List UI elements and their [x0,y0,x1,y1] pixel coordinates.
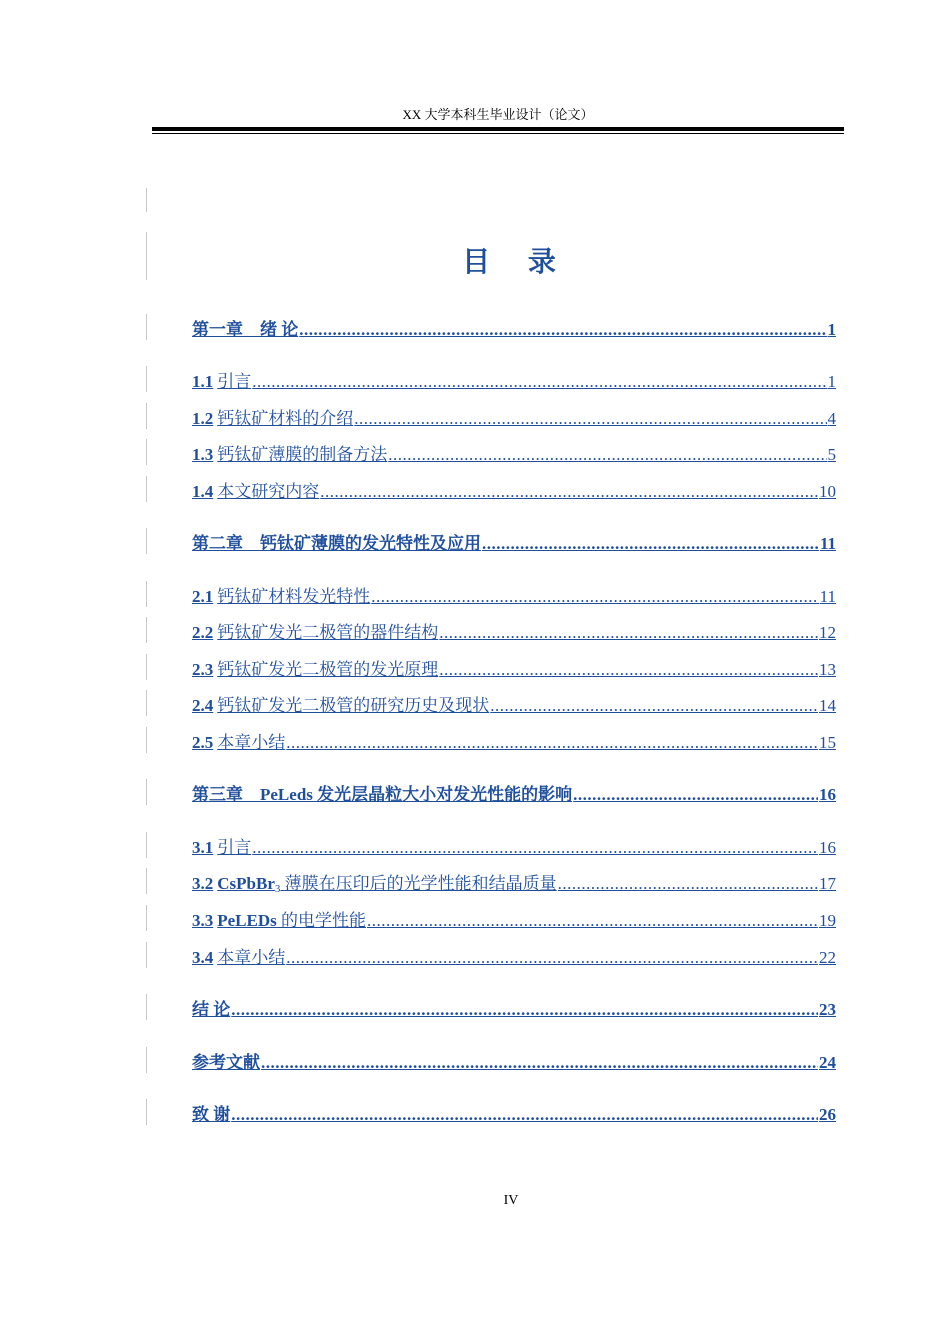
margin-mark [146,617,147,643]
toc-page-number: 16 [819,785,836,804]
toc-entry-number: 1.2 [192,409,214,428]
margin-mark [146,868,147,894]
toc-entry-label-text: 本章小结 [217,948,286,967]
toc-entry-label-text: 第一章 绪 论 [192,320,299,339]
toc-section-link[interactable] [192,943,836,969]
toc-entry-number: 3.3 [192,911,214,930]
toc-page-number: 1 [827,372,836,391]
toc-entry-label [217,906,366,931]
toc-section-link[interactable] [192,655,836,681]
toc-page-number: 13 [819,660,836,679]
toc-entry-label-text: 钙钛矿材料发光特性 [217,587,371,606]
margin-mark [146,581,147,607]
toc-entry-number: 2.2 [192,623,214,642]
toc-entry-label [217,582,370,607]
margin-mark [146,1047,147,1073]
toc-page-number: 10 [819,482,836,501]
margin-mark [146,366,147,392]
toc-section-link[interactable] [192,691,836,717]
running-header: XX 大学本科生毕业设计（论文） [402,107,594,122]
toc-dot-leader [252,372,826,392]
toc-page-number: 15 [819,733,836,752]
toc-entry-number: 2.3 [192,660,214,679]
toc-dot-leader [439,623,818,643]
margin-mark [146,528,147,554]
toc-entry-label [192,529,481,554]
toc-entry-label-text: 薄膜在压印后的光学性能和结晶质量 [284,874,557,893]
toc-entry-label [192,995,230,1020]
toc-page-number: 12 [819,623,836,642]
toc-entry-label-text: 本章小结 [217,733,286,752]
toc-dot-leader [558,874,818,894]
margin-mark [146,1099,147,1125]
toc-entry-label [217,477,319,502]
toc-dot-leader [299,320,826,340]
margin-mark [146,188,147,212]
toc-section-link[interactable] [192,869,836,895]
toc-entry-label-text: 结 论 [192,1000,231,1019]
toc-chapter-link[interactable] [192,995,836,1021]
toc-entry-label [217,404,353,429]
toc-chapter-link[interactable] [192,780,836,806]
toc-page-number: 11 [819,587,836,606]
toc-dot-leader [286,948,818,968]
toc-entry-label-text: 引言 [217,372,252,391]
margin-mark [146,403,147,429]
toc-entry-number: 3.1 [192,838,214,857]
header-rule-thick [152,127,844,131]
toc-entry-label-text: 钙钛矿发光二极管的器件结构 [217,623,439,642]
toc-entry-label-text: 的电学性能 [281,911,366,930]
toc-dot-leader [286,733,818,753]
toc-entry-label [217,943,285,968]
toc-entry-label-text: 钙钛矿薄膜的制备方法 [217,445,388,464]
margin-mark [146,476,147,502]
toc-page-number: 1 [827,320,836,339]
margin-mark [146,905,147,931]
toc-entry-label-text: 第三章 PeLeds 发光层晶粒大小对发光性能的影响 [192,785,573,804]
toc-dot-leader [371,587,818,607]
toc-page-number: 4 [827,409,836,428]
toc-section-link[interactable] [192,906,836,932]
toc-page-number: 24 [819,1053,836,1072]
toc-entry-label-subscript: 3 [274,883,281,895]
toc-entry-number: 2.5 [192,733,214,752]
toc-entry-label-text: 引言 [217,838,252,857]
toc-entry-label [192,1100,230,1125]
toc-page-number: 14 [819,696,836,715]
margin-mark [146,727,147,753]
toc-entry-label [192,780,572,805]
toc-dot-leader [320,482,818,502]
toc-entry-label-text: 致 谢 [192,1105,231,1124]
toc-dot-leader [231,1000,818,1020]
toc-entry-label [217,655,438,680]
toc-entry-label [192,315,298,340]
margin-mark [146,439,147,465]
toc-entry-label [217,691,489,716]
toc-section-link[interactable] [192,833,836,859]
toc-page-number: 16 [819,838,836,857]
toc-entry-number: 2.4 [192,696,214,715]
toc-entry-label-text: 钙钛矿材料的介绍 [217,409,354,428]
toc-entry-number: 3.4 [192,948,214,967]
toc-page-number: 26 [819,1105,836,1124]
toc-section-link[interactable] [192,728,836,754]
toc-section-link[interactable] [192,477,836,503]
toc-section-link[interactable] [192,440,836,466]
margin-mark [146,690,147,716]
toc-dot-leader [388,445,826,465]
toc-entry-label [217,869,556,895]
toc-entry-label [217,440,387,465]
page-number: IV [503,1193,519,1208]
toc-entry-label-text: 钙钛矿发光二极管的研究历史及现状 [217,696,490,715]
toc-section-link[interactable] [192,404,836,430]
toc-chapter-link[interactable] [192,315,836,341]
toc-dot-leader [231,1105,818,1125]
toc-entry-label [217,728,285,753]
toc-entry-number: 2.1 [192,587,214,606]
toc-dot-leader [354,409,826,429]
toc-section-link[interactable] [192,618,836,644]
toc-page-number: 23 [819,1000,836,1019]
toc-dot-leader [573,785,818,805]
toc-entry-label [192,1048,260,1073]
toc-dot-leader [482,534,819,554]
toc-dot-leader [261,1053,818,1073]
margin-mark [146,779,147,805]
margin-mark [146,994,147,1020]
toc-dot-leader [439,660,818,680]
toc-chapter-link[interactable] [192,1100,836,1126]
toc-chapter-link[interactable] [192,529,836,555]
toc-entry-number: 3.2 [192,874,214,893]
toc-chapter-link[interactable] [192,1048,836,1074]
toc-dot-leader [490,696,818,716]
toc-entry-label-term: PeLEDs [217,911,277,930]
toc-entry-label [217,833,251,858]
toc-title: 目 录 [462,245,570,278]
toc-entry-label [217,367,251,392]
toc-entry-label-text: 参考文献 [192,1053,260,1072]
toc-entry-number: 1.1 [192,372,214,391]
toc-dot-leader [252,838,818,858]
toc-entry-label-text: 钙钛矿发光二极管的发光原理 [217,660,439,679]
toc-section-link[interactable] [192,582,836,608]
toc-section-link[interactable] [192,367,836,393]
toc-entry-label-term: CsPbBr [217,874,275,893]
toc-entry-number: 1.4 [192,482,214,501]
toc-page-number: 17 [819,874,836,893]
toc-entry-number: 1.3 [192,445,214,464]
toc-entry-label-text: 第二章 钙钛矿薄膜的发光特性及应用 [192,534,481,553]
toc-page-number: 11 [819,534,836,553]
toc-page-number: 19 [819,911,836,930]
toc-entry-label-text: 本文研究内容 [217,482,320,501]
margin-mark [146,314,147,340]
margin-mark [146,654,147,680]
toc-page-number: 22 [819,948,836,967]
header-rule-thin [152,133,844,134]
toc-dot-leader [367,911,818,931]
toc-page-number: 5 [827,445,836,464]
toc-entry-label [217,618,438,643]
margin-mark [146,942,147,968]
margin-mark [146,832,147,858]
